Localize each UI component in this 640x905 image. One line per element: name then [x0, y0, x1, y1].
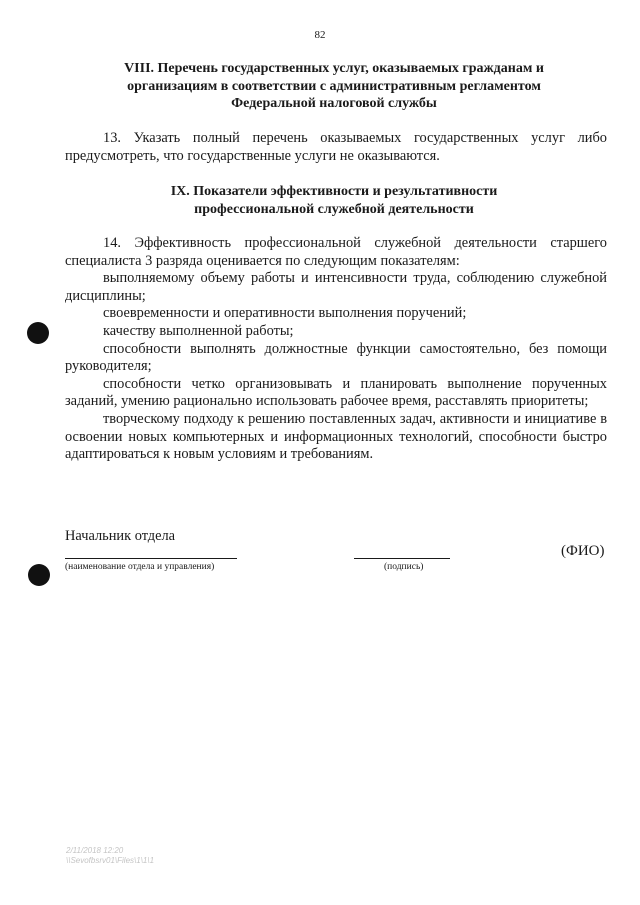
section-8-heading: [60, 60, 608, 113]
paragraph-13: 13. Указать полный перечень оказываемых государственных услуг либо предусмотреть, что государственные услуги не оказываются.: [65, 130, 607, 164]
punch-hole-mark: [27, 322, 49, 344]
paragraph-14-intro: 14. Эффективность профессиональной служебной деятельности старшего специалиста 3 разряда оценивается по следующим показателям:: [65, 235, 607, 269]
heading-line: VIII. Перечень государственных услуг, оказываемых гражданам и: [124, 61, 544, 76]
section-8-body: [65, 130, 607, 165]
indicator-item: своевременности и оперативности выполнения поручений;: [103, 305, 467, 322]
stamp-line: 2/11/2018 12:20: [66, 846, 124, 855]
section-9-heading: [60, 183, 608, 218]
signature-caption: (подпись): [384, 562, 424, 572]
page-number: 82: [314, 29, 326, 41]
stamp-line: \\Sevofbsrv01\Files\1\1\1: [66, 856, 155, 865]
heading-line: организациям в соответствии с административным регламентом: [127, 78, 541, 94]
punch-hole-mark: [28, 564, 50, 586]
section-9-body: [65, 235, 607, 464]
heading-line: профессиональной служебной деятельности: [194, 201, 474, 217]
heading-line: IX. Показатели эффективности и результативности: [170, 184, 498, 199]
signature-title: Начальник отдела: [65, 528, 176, 544]
heading-line: Федеральной налоговой службы: [231, 96, 437, 111]
indicator-item: творческому подходу к решению поставленных задач, активности и инициативе в освоении новых компьютерных и информационных технологий, способности быстро адаптироваться к новым условиям и требованиям.: [65, 410, 607, 463]
department-signature-line: [65, 558, 237, 559]
indicator-item: способности четко организовывать и планировать выполнение порученных заданий, умению рационально использовать рабочее время, расставлять приоритеты;: [65, 375, 607, 410]
file-stamp: [66, 846, 154, 866]
signature-line: [354, 558, 450, 559]
indicator-item: выполняемому объему работы и интенсивности труда, соблюдению служебной дисциплины;: [65, 270, 607, 304]
indicator-item: качеству выполненной работы;: [103, 322, 294, 339]
department-caption: (наименование отдела и управления): [65, 562, 215, 572]
indicator-item: способности выполнять должностные функции самостоятельно, без помощи руководителя;: [65, 340, 607, 375]
fio-label: (ФИО): [561, 543, 605, 559]
